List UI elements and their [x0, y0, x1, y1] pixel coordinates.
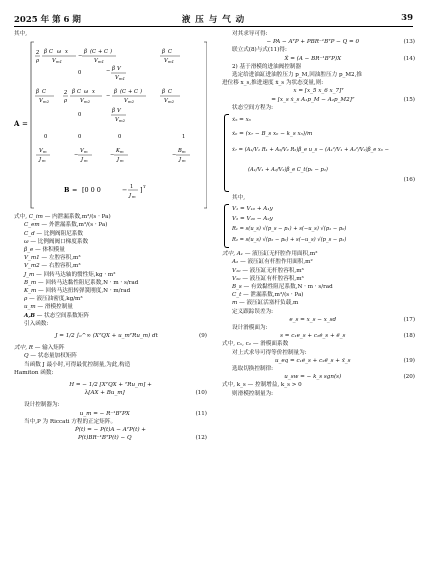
equation-body: s = c₁e_s + c₂ė_s + ë_s	[280, 333, 346, 340]
equation-number: (18)	[403, 333, 415, 340]
svg-text:2: 2	[36, 50, 40, 57]
equation-14	[222, 55, 415, 63]
paragraph-line: 选取切换控制律:	[232, 366, 274, 373]
svg-text:m2: m2	[84, 99, 91, 105]
paragraph-line: Hamiton 函数:	[14, 369, 54, 376]
svg-text:m: m	[43, 149, 47, 155]
svg-text:−: −	[78, 53, 83, 60]
right-column	[222, 30, 415, 398]
equation-number: (13)	[403, 39, 415, 46]
svg-text:β: β	[112, 66, 115, 73]
svg-text:ρ: ρ	[36, 58, 40, 65]
svg-text:−: −	[106, 93, 111, 100]
def-row: C_em — 外泄漏系数,m³/(s · Pa)	[24, 222, 108, 229]
svg-text:V: V	[80, 98, 84, 105]
svg-text:m2: m2	[43, 99, 50, 105]
state-eq-2: ẋ₆ = (x₇ − B_s x₆ − k_s x₅)/m	[232, 131, 313, 138]
hamilton-eq-line2: λ[AX + Bu_m]	[84, 390, 125, 397]
svg-text:J: J	[129, 193, 132, 200]
state-eq-4: (A₁/V₁ + A₂/V₂)β_e C_t(p₁ − p₂)	[248, 167, 328, 174]
equation-10	[14, 389, 207, 397]
svg-text:−: −	[172, 152, 177, 159]
svg-text:V: V	[164, 98, 168, 105]
svg-text:m: m	[42, 158, 46, 164]
svg-text:m2: m2	[128, 99, 135, 105]
def-row: 式中, R — 输入矩阵	[14, 345, 65, 352]
equation-16-system	[222, 114, 415, 192]
svg-text:0: 0	[44, 134, 48, 141]
svg-text:V: V	[115, 75, 119, 82]
svg-text:V: V	[117, 66, 121, 73]
paragraph-line: 当函数 J 最小时,可得最优控制量,为此,构造	[24, 361, 131, 368]
equation-15-line1: x = [x_5 x_6 x_7]ᵀ	[293, 88, 344, 95]
equation-19	[222, 357, 415, 365]
def-row: Q — 状态量加权矩阵	[24, 353, 77, 360]
svg-text:V: V	[52, 58, 56, 65]
svg-text:m1: m1	[168, 59, 175, 65]
svg-text:(C: (C	[90, 49, 96, 56]
svg-text:C: C	[168, 89, 172, 96]
svg-text:(C: (C	[120, 89, 126, 96]
svg-text:−: −	[122, 186, 128, 195]
equation-11	[14, 410, 207, 418]
svg-text:J: J	[81, 157, 84, 164]
def-row: K_m — 回转马达扭转弹簧刚度,N · m/rad	[24, 288, 131, 295]
svg-text:T: T	[143, 184, 146, 190]
equation-number: (14)	[403, 55, 415, 62]
paragraph-line: 设计控制器为:	[24, 402, 60, 409]
svg-text:V: V	[115, 117, 119, 124]
svg-text:C: C	[49, 49, 53, 56]
def-row: V_m1 — 左腔容积,m³	[24, 255, 81, 262]
svg-text:J: J	[179, 157, 182, 164]
def-row: J_m — 回转马达轴的惯性矩,kg · m²	[24, 271, 116, 278]
equation-13	[222, 38, 415, 46]
hamilton-eq-line1: H = − 1/2 [XᵀQX + ᵀRu_m] +	[69, 382, 152, 389]
svg-text:=: =	[72, 186, 78, 195]
paragraph-line: 定义跟踪误差为:	[232, 308, 274, 315]
svg-text:[0 0 0: [0 0 0	[82, 186, 101, 195]
param-eq-2: V₂ = V₂₀ − A₂y	[232, 216, 273, 223]
equation-number: (11)	[195, 410, 207, 417]
svg-text:C: C	[168, 49, 172, 56]
def-row: ω — 比例阀阀口梯度系数	[24, 238, 89, 245]
cost-intro: 引入函数:	[24, 320, 49, 327]
equation-12	[14, 434, 207, 442]
paragraph-line: 对其求导可得:	[232, 31, 268, 37]
svg-text:1: 1	[130, 184, 134, 191]
equation-9	[14, 332, 207, 340]
svg-text:1: 1	[182, 134, 186, 141]
journal-title: 液 压 与 气 动	[181, 15, 246, 25]
svg-text:m1: m1	[119, 76, 126, 82]
def-row: C_d — 比例阀阻尼系数	[24, 230, 83, 237]
equation-20	[222, 373, 415, 381]
svg-text:V: V	[39, 98, 43, 105]
svg-text:+ C: + C	[98, 49, 108, 56]
svg-text:x: x	[65, 49, 68, 56]
def-row: V₂₀ — 液压缸有杆腔容积,m³	[232, 275, 304, 282]
equation-number: (16)	[403, 177, 415, 184]
svg-text:C: C	[42, 89, 46, 96]
def-row: β_e — 体积模量	[24, 247, 65, 254]
svg-text:β: β	[162, 49, 165, 56]
equation-number: (19)	[403, 357, 415, 364]
svg-text:0: 0	[78, 70, 82, 77]
svg-text:m: m	[84, 158, 88, 164]
svg-text:B: B	[178, 148, 182, 155]
paragraph-line: 选定给进油缸进油腔压力 p_M,回油腔压力 p_M2,推	[232, 72, 362, 79]
svg-text:β: β	[112, 108, 115, 115]
svg-text:m1: m1	[56, 59, 63, 65]
equation-number: (20)	[403, 374, 415, 381]
svg-text:−: −	[74, 152, 79, 159]
svg-text:): )	[110, 49, 113, 56]
svg-text:0: 0	[78, 134, 82, 141]
svg-text:K: K	[116, 148, 120, 155]
equation-body: = [x_s ẋ_s A₁p_M − A₂p_M2]ᵀ	[271, 96, 355, 103]
svg-text:0: 0	[118, 134, 122, 141]
paragraph-line: 状态空间方程为:	[232, 104, 274, 111]
equation-body: − PA − AᵀP + PBR⁻¹BᵀP − Q = 0	[266, 39, 360, 46]
def-row: m — 液压缸活塞杆负载,m	[232, 300, 299, 307]
issue-label: 2025 年 第 6 期	[14, 15, 81, 25]
svg-text:m: m	[132, 194, 136, 200]
svg-text:β: β	[44, 49, 47, 56]
svg-text:+ C: + C	[128, 89, 138, 96]
def-row: V_m2 — 右腔容积,m³	[24, 263, 81, 270]
page-number: 39	[401, 13, 413, 23]
svg-text:J: J	[39, 157, 42, 164]
equation-body: u_sw = − k_s sgn(s)	[284, 374, 342, 381]
paragraph-line: 对上式求导可得等价控制量为:	[232, 349, 307, 356]
svg-text:=: =	[22, 120, 28, 129]
equation-18	[222, 332, 415, 340]
state-eq-3: ẋ₇ = (A₁/V₁ R₁ + A₂/V₂ R₂)β_e u_s − (A₁²/V₁ + A₂²/V₂)β_e x₆ −	[232, 147, 389, 154]
header-rule	[14, 26, 413, 27]
paragraph-line: 式中, k_s — 控制增益, k_s > 0	[222, 382, 302, 389]
svg-text:A: A	[14, 119, 20, 129]
paragraph-line: 进位移 x_s,推进速度 ẋ_s 为状态变量,则:	[222, 80, 324, 87]
svg-text:ω: ω	[57, 49, 62, 56]
svg-text:ρ: ρ	[64, 98, 68, 105]
svg-text:V: V	[124, 98, 128, 105]
svg-text:x: x	[92, 89, 95, 96]
svg-text:C: C	[77, 89, 81, 96]
controller-eq: u_m = − R⁻¹BᵀPX	[79, 410, 130, 417]
svg-text:m: m	[120, 158, 124, 164]
equation-number: (10)	[195, 390, 207, 397]
svg-text:0: 0	[78, 112, 82, 119]
svg-text:β: β	[84, 49, 87, 56]
page-header	[0, 0, 427, 30]
paragraph-line: 式中, c₁, c₂ — 滑模面系数	[222, 341, 289, 348]
riccati-eq-line1: Ṗ(t) = − P(t)A − AᵀP(t) +	[75, 427, 146, 434]
equation-number: (15)	[403, 96, 415, 103]
svg-text:J: J	[117, 157, 120, 164]
svg-text:2: 2	[64, 90, 68, 97]
svg-text:B: B	[64, 186, 70, 195]
svg-text:m2: m2	[168, 99, 175, 105]
equation-body: Ẋ = (A − BR⁻¹BᵀP)X	[284, 55, 342, 62]
svg-text:V: V	[80, 148, 84, 155]
equation-17	[222, 316, 415, 324]
paragraph-line: 则滑模控制量为:	[232, 390, 274, 397]
def-row: u_m — 滑模控制量	[24, 304, 73, 311]
svg-text:m: m	[84, 149, 88, 155]
paragraph-line: 其中,	[232, 195, 245, 202]
svg-text:−: −	[110, 152, 115, 159]
def-row: 式中, C_im — 内泄漏系数,m³/(s · Pa)	[14, 214, 111, 221]
svg-text:β: β	[72, 89, 75, 96]
svg-text:V: V	[94, 58, 98, 65]
equation-body: u_eq = c₁ė_s + c₂ë_s + ẍ_s	[274, 357, 351, 364]
def-row: A,B — 状态空间系数矩阵	[24, 312, 89, 319]
param-eq-4: R₂ = s(u_s) √(p₂ − p₀) + s(−u_s) √(p_s − p₂)	[232, 237, 347, 244]
def-row: V₁₀ — 液压缸无杆腔容积,m³	[232, 267, 304, 274]
cost-function: J = 1/2 ∫₀^∞ (XᵀQX + u_mᵀRu_m) dt	[55, 333, 158, 340]
parameter-system	[222, 204, 415, 248]
svg-text:−: −	[106, 68, 111, 75]
svg-text:m: m	[182, 149, 186, 155]
paragraph-line: 设计滑模面为:	[232, 325, 268, 332]
equation-body: e_s = x_s − x_sd	[289, 316, 337, 323]
equation-number: (17)	[403, 316, 415, 323]
left-column	[14, 30, 207, 442]
equation-number: (12)	[195, 435, 207, 442]
svg-text:V: V	[39, 148, 43, 155]
equation-number: (9)	[199, 333, 207, 340]
svg-text:m2: m2	[119, 118, 126, 124]
def-row: ρ — 液压油密度,kg/m³	[24, 296, 83, 303]
svg-text:V: V	[117, 108, 121, 115]
svg-text:m: m	[120, 149, 124, 155]
section-heading: 2) 基于滑模的进油阀控制器	[232, 63, 302, 70]
equation-15	[222, 96, 415, 104]
def-row: A₂ — 液压缸有杆腔作用面积,m²	[232, 259, 313, 266]
svg-text:β: β	[36, 89, 39, 96]
state-eq-1: ẋ₅ = x₆	[232, 117, 252, 124]
svg-text:β: β	[162, 89, 165, 96]
svg-text:β: β	[114, 89, 117, 96]
param-eq-1: V₁ = V₁₀ + A₁y	[232, 206, 273, 213]
def-row: B_m — 回转马达黏性阻尼系数,N · m · s/rad	[24, 279, 139, 286]
matrix-A	[14, 40, 207, 210]
svg-text:m: m	[182, 158, 186, 164]
param-eq-3: R₁ = s(u_s) √(p_s − p₁) + s(−u_s) √(p₁ − p₀)	[232, 226, 347, 233]
riccati-eq-line2: P(t)BR⁻¹BᵀP(t) − Q	[77, 435, 132, 442]
def-row: B_s — 有效黏性阻尼系数,N · m · s/rad	[232, 284, 333, 291]
paragraph-line: 当中,P 为 Riccati 方程的正定矩阵。	[24, 418, 117, 425]
intro-text: 其中,	[14, 31, 27, 37]
svg-text:m1: m1	[98, 59, 105, 65]
svg-text:V: V	[164, 58, 168, 65]
def-row: 式中, A₁ — 液压缸无杆腔作用面积,m²	[222, 251, 318, 258]
svg-text:ω: ω	[84, 89, 89, 96]
def-row: C_t — 泄漏系数,m³/(s · Pa)	[232, 292, 304, 299]
paragraph-line: 联立式(8)与式(11)得:	[232, 47, 287, 54]
svg-text:]: ]	[140, 186, 143, 195]
svg-text:): )	[140, 89, 143, 96]
